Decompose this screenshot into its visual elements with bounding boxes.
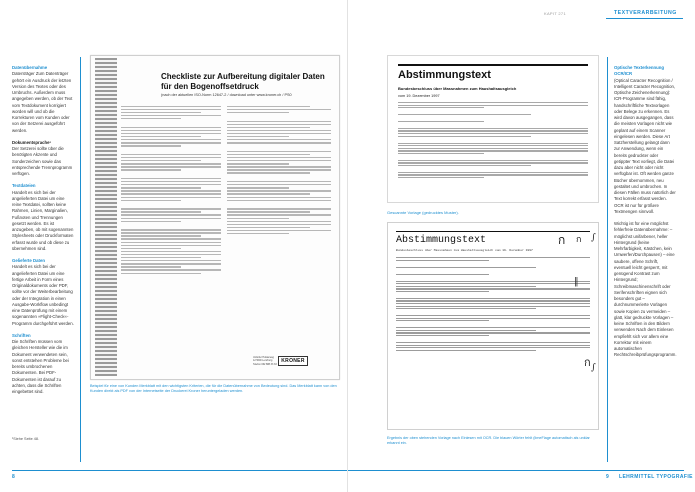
original-subtitle: Bundesbeschluss über Massnahmen zum Haushaltsausgleich <box>398 86 517 91</box>
running-header-title: TEXTVERARBEITUNG <box>614 10 677 16</box>
footer-book-title: LEHRMITTEL TYPOGRAFIE <box>618 474 693 480</box>
page-number-left: 8 <box>12 474 15 480</box>
margin-text: Handelt es sich bei der angelieferten Datei um eine fertige Arbeit in Form eines Originaldokuments oder PDF, sollte vor der Weiterbearbeitung oder der Integration in einen Ausgabe-Workflow unbedingt eine Datenprüfung mit einem sogenannten »Flight-Check«-Programm durchgeführt werden. <box>12 264 74 326</box>
margin-block <box>12 183 74 252</box>
ocr-caption: Ergebnis der oben stehenden Vorlage nach Einlesen mit OCR. Die blauen Wörter fehlt (limeFlage automatisch als unklar erkannt ein. <box>387 436 590 445</box>
margin-block <box>12 258 74 327</box>
kroner-logo: KRONER <box>278 356 308 366</box>
margin-block <box>614 65 676 215</box>
scanned-original-document <box>387 55 599 203</box>
ocr-noise-glyph: ∫ <box>591 363 596 373</box>
header-rule <box>606 18 683 19</box>
original-title: Abstimmungstext <box>398 64 588 81</box>
margin-text: Datenträger Zum Datenträger gehört ein Ausdruck der letzten Version des Textes oder des Umbruchs. Außerdem muss angegeben werden, ob der Text vom Textdokument korrigiert worden will und ob die Korrekturen vom Kunden oder von der Setzerei ausgeführt werden. <box>12 71 73 133</box>
margin-block <box>12 140 74 178</box>
original-caption: Gescannte Vorlage (gedrucktes Muster). <box>387 210 459 215</box>
ocr-noise-glyph: ก <box>558 233 566 247</box>
margin-heading: Schriften <box>12 332 31 338</box>
ocr-noise-glyph: ก <box>576 235 582 245</box>
ocr-noise-glyph: ∫ <box>591 233 596 243</box>
margin-heading: Dokumentsprache¹ <box>12 139 51 145</box>
printer-address: Urdorfer Holderweg 12 5600 Lenzburg Telefon 062 888 33 33 <box>253 356 277 366</box>
ocr-result-document <box>387 222 599 430</box>
page-gutter <box>347 0 348 492</box>
margin-text: Handelt es sich bei der angelieferten Datei um eine reine Textdatei, sollten keine Rahmen, Linien, Marginalien, Fußnoten und Trennungen gesetzt werden. Es ist anzugeben, ob mit sogenannten Stylesheets oder Druckformaten erfasst wurde und ob diese zu übernehmen sind. <box>12 189 74 251</box>
right-margin-column <box>614 65 676 365</box>
margin-text: Die Schriften müssen vom gleichen Hersteller wie die im Dokument verwendeten sein, sonst entstehen Probleme bei bereits umbrochenen Dokumenten. Bei PDF-Dokumenten ist darauf zu achten, dass die Schriften eingebettet sind. <box>12 339 69 394</box>
binding-stripe <box>95 58 117 376</box>
margin-heading: Gelieferte Daten <box>12 258 45 263</box>
checklist-document-image <box>90 55 340 380</box>
margin-block <box>614 221 676 359</box>
running-header-small: KAPIT 271 <box>544 11 566 16</box>
footer-right <box>606 474 693 480</box>
margin-block <box>12 65 74 134</box>
ocr-noise-glyph: ก <box>584 356 591 369</box>
ocr-body-lines <box>396 249 590 351</box>
margin-text: Wichtig ist für eine möglichst fehlerfreie Datenübernahme: – möglichst unifarbener, heller Hintergrund (keine Mehrfarbigkeit, Kästchen, kein Umwerfen/Durchpausen) – eine saubere, offene Schrift, eventuell leicht gesperrt, mit genügend Kontrast zum Hintergrund; Schreibmaschinenschrift oder Serifenschriften eignen sich besonders gut – durchnummerierte Vorlagen sowie Kopien zu vermeiden – glatt, klar gedruckte Vorlagen – keine Schriften in den Bildern verwenden Nach dem Einlesen empfiehlt sich vor allem eine Korrektur mit einem automatischen Rechtschreibprüfungsprogramm. <box>614 221 677 358</box>
ocr-noise-glyph: ‖ <box>574 277 579 287</box>
checklist-title: Checkliste zur Aufbereitung digitaler Daten für den Bogenoffsetdruck <box>161 72 325 91</box>
footnote: ¹Siehe Seite 48. <box>12 437 40 441</box>
footer-rule-right <box>348 470 684 471</box>
margin-block <box>12 333 74 396</box>
ocr-title: Abstimmungstext <box>396 231 590 246</box>
original-date: vom 19. Dezember 1997 <box>398 94 440 98</box>
left-margin-rule <box>80 57 81 462</box>
margin-text: Der Setzerei sollte über die benötigten Akzente und Sonderzeichen sowie das entsprechende Trennprogramm verfügen. <box>12 146 73 176</box>
margin-heading: Textdateien <box>12 183 36 189</box>
margin-heading: Optische Texterkennung OCR/ICR <box>614 65 665 77</box>
page-number-right: 9 <box>606 474 610 480</box>
checklist-subtitle: (nach der aktuellen ISO-Norm 12647-2 / download unter www.kroner.ch / PS0 <box>161 93 292 97</box>
checklist-caption: Beispiel für eine von Kunden Merkblatt mit den wichtigsten Kriterien, die für die Datenübernahme von Bedeutung sind. Das Merkblatt kann von den Kunden direkt als PDF von der Internetseite der Druckerei Kroner heruntergeladen werden. <box>90 384 337 393</box>
original-body-lines <box>398 102 588 178</box>
right-margin-rule <box>607 57 608 462</box>
margin-text: (Optical Caracter Recognition / Intelligent Caracter Recognition, Optische Zeichenerkennung): ICR-Programme sind fähig, handschriftliche Textvorlagen oder Belege zu erkennen. Es wird davon ausgegangen, dass die meisten Vorlagen nicht wie geplant auf einem Scanner eingelesen werden. Diese Art Satzherstellung gelangt dann zur Anwendung, wenn ein bereits gedruckter oder getippter Text vorliegt, die Datei dazu aber nicht oder nicht verfügbar ist. Oft werden ganze Bücher übernommen, neu gestaltet und umbrochen. In diesen Fällen muss natürlich der Text korrekt erfasst werden. OCR ist nur für größere Textmengen sinnvoll. <box>614 77 676 214</box>
footer-rule-left <box>12 470 347 471</box>
checklist-column-left <box>121 104 221 349</box>
ocr-subtitle-line: Bundesbeschluss über Massnahmen zum Haushaltsausgleich vom 19. Dezember 1997 <box>396 249 533 252</box>
margin-heading: Datenübernahme <box>12 65 48 70</box>
checklist-column-right <box>227 104 331 349</box>
left-margin-column <box>12 65 74 401</box>
